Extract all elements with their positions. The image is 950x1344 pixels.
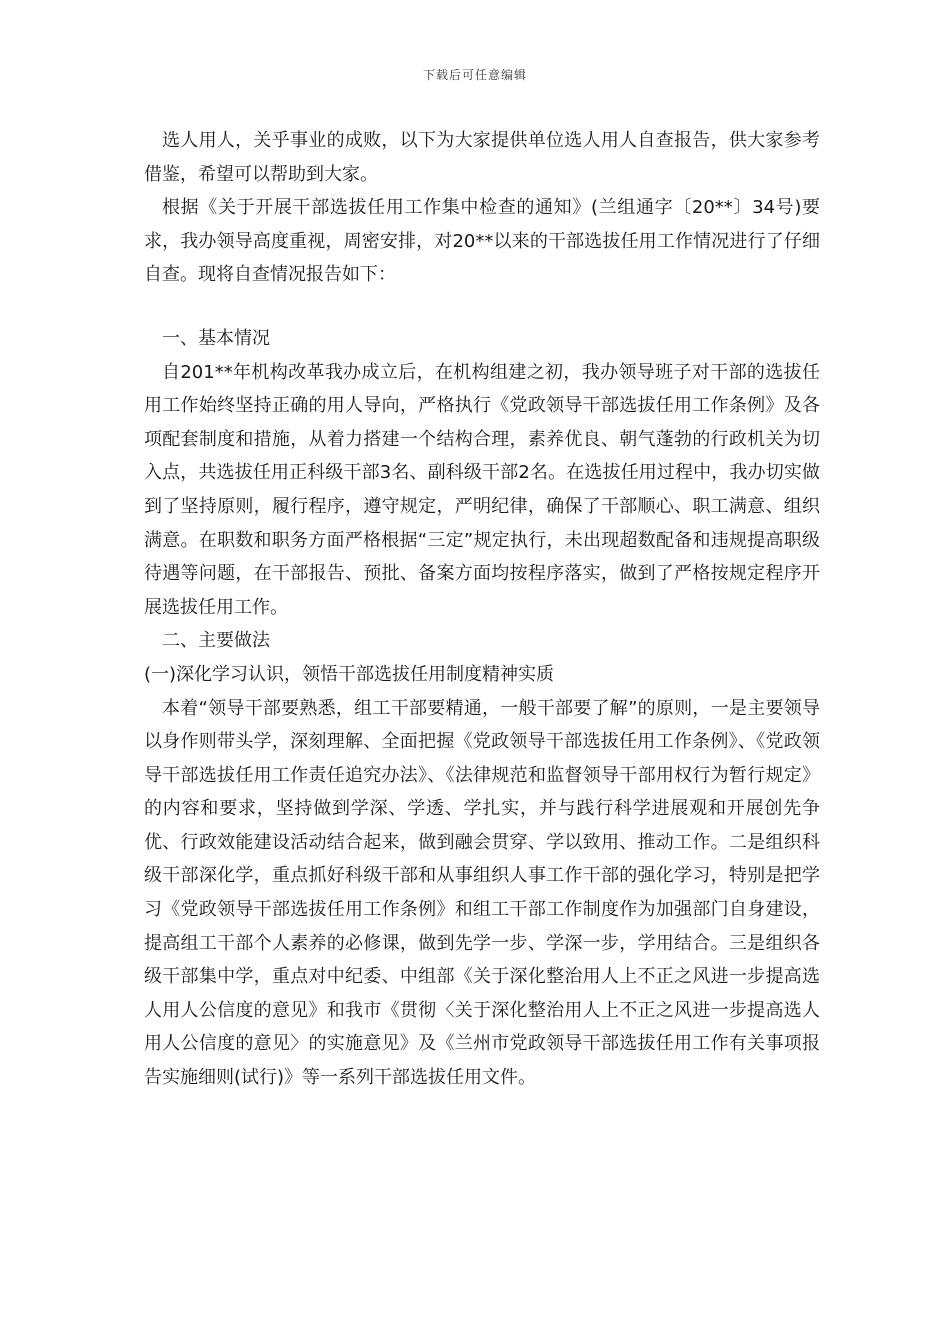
- page-header-note: 下载后可任意编辑: [422, 68, 527, 82]
- intro-paragraph: 选人用人，关乎事业的成败，以下为大家提供单位选人用人自查报告，供大家参考借鉴，希望可以帮助到大家。: [144, 130, 820, 185]
- section-2-heading: 二、主要做法: [162, 630, 270, 652]
- section-1-paragraph: 自201**年机构改革我办成立后，在机构组建之初，我办领导班子对干部的选拔任用工作始终坚持正确的用人导向，严格执行《党政领导干部选拔任用工作条例》及各项配套制度和措施，从着力搭建一个结构合理，素养优良、朝气蓬勃的行政机关为切入点，共选拔任用正科级干部3名、副科级干部2名。在选拔任用过程中，我办切实做到了坚持原则，履行程序，遵守规定，严明纪律，确保了干部顺心、职工满意、组织满意。在职数和职务方面严格根据“三定”规定执行，未出现超数配备和违规提高职级待遇等问题，在干部报告、预批、备案方面均按程序落实，做到了严格按规定程序开展选拔任用工作。: [144, 361, 820, 618]
- section-1-heading: 一、基本情况: [162, 327, 270, 349]
- document-body: [144, 124, 820, 1095]
- section-2-sub-1-paragraph: 本着“领导干部要熟悉，组工干部要精通，一般干部要了解”的原则，一是主要领导以身作则带头学，深刻理解、全面把握《党政领导干部选拔任用工作条例》、《党政领导干部选拔任用工作责任追究办法》、《法律规范和监督领导干部用权行为暂行规定》的内容和要求，坚持做到学深、学透、学扎实，并与践行科学进展观和开展创先争优、行政效能建设活动结合起来，做到融会贯穿、学以致用、推动工作。二是组织科级干部深化学，重点抓好科级干部和从事组织人事工作干部的强化学习，特别是把学习《党政领导干部选拔任用工作条例》和组工干部工作制度作为加强部门自身建设，提高组工干部个人素养的必修课，做到先学一步、学深一步，学用结合。三是组织各级干部集中学，重点对中纪委、中组部《关于深化整治用人上不正之风进一步提高选人用人公信度的意见》和我市《贯彻〈关于深化整治用人上不正之风进一步提高选人用人公信度的意见〉的实施意见》及《兰州市党政领导干部选拔任用工作有关事项报告实施细则(试行)》等一系列干部选拔任用文件。: [144, 697, 820, 1089]
- section-2-subheading-1: (一)深化学习认识，领悟干部选拔任用制度精神实质: [144, 663, 555, 685]
- paragraph-gap: [144, 292, 820, 322]
- basis-paragraph: 根据《关于开展干部选拔任用工作集中检查的通知》(兰组通字〔20**〕34号)要求，我办领导高度重视，周密安排，对20**以来的干部选拔任用工作情况进行了仔细自查。现将自查情况报告如下：: [144, 197, 820, 286]
